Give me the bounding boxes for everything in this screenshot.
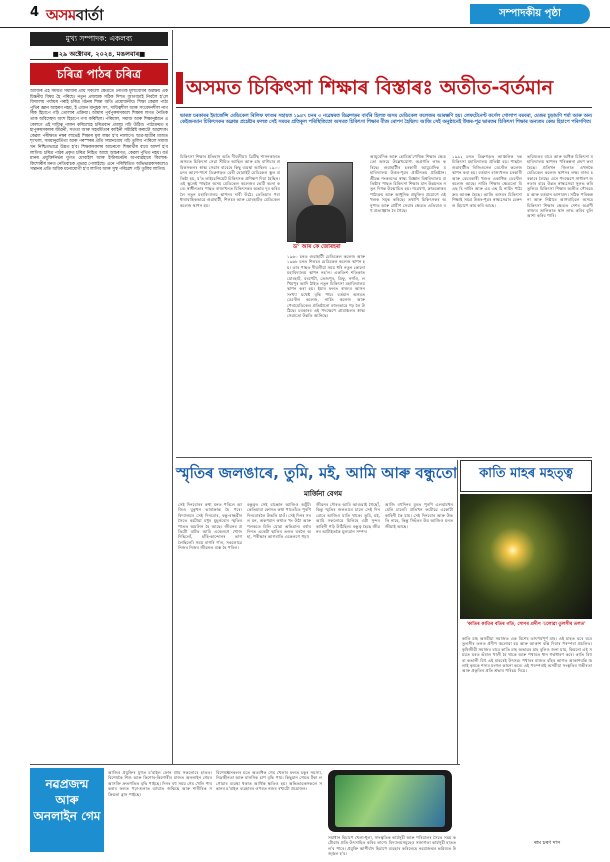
logo-text-dark: বাৰ্তা bbox=[75, 6, 104, 24]
section-tag: সম্পাদকীয় পৃষ্ঠা bbox=[470, 4, 590, 24]
main-body-col2: ১৯৬০ চনত গুৱাহাটী মেডিকেল কলেজ আৰু ১৯৬৮ চনত শিলচৰ মেডিকেল কলেজ স্থাপন হয়। তাৰ পাছত দীঘলীয়া সময় ধৰি নতুন কোনো মহাবিদ্যালয় স্থাপন নহ'ল। একবিংশ শতিকাত যোৰহাট, বৰপেটা, তেজপুৰ, ডিফু, নগাঁও, লখিমপুৰ আদি ঠাইত নতুন চিকিৎসা মহাবিদ্যালয় স্থাপন কৰা হয়। ইয়াৰ ফলত ৰাজ্যৰ আসন সংখ্যা যথেষ্ট বৃদ্ধি পায়। বৰ্তমান অসমত ডেণ্টেল কলেজ, নাৰ্চিং কলেজ আৰু পেৰামেডিকেল প্ৰতিষ্ঠানো বহুলভাৱে গঢ় লৈ উঠিছে। চৰকাৰৰ এই পদক্ষেপে গ্ৰামাঞ্চলৰ স্বাস্থ্যসেৱাতো উন্নতি আনিছে। bbox=[287, 254, 365, 319]
kati-headline[interactable]: কাতি মাহৰ মহত্ত্ব bbox=[479, 466, 573, 481]
editor-label: মুখ্য সম্পাদক: একলব্য bbox=[30, 32, 168, 46]
logo-text-red: অসম bbox=[46, 6, 76, 24]
main-headline[interactable]: অসমত চিকিৎসা শিক্ষাৰ বিস্তাৰঃ অতীত-বৰ্তমান bbox=[186, 76, 554, 99]
issue-date: ■২৯ অক্টোবৰ, ২০২৪, মঙলবাৰ■ bbox=[30, 48, 168, 60]
main-intro: ভাৰত চৰকাৰৰ ইমাৰ্জেন্সি মেডিকেল ৰিলিফ ফাণ্ডৰ সহায়ত ১৯৪৭ চনৰ ৩ নৱেম্বৰত ডিব্ৰুগড়ৰ বাৰ্বৰি হিলত অসম মেডিকেল কলেজৰ আৰম্ভণি হয়। লেফটেনেণ্ট কৰ্ণেল গোলাপ বৰবৰা, মেজৰ চূড়ামণি শৰ্মা আৰু অন্য কেইজনমান চিকিৎসকৰ অক্লান্ত প্ৰচেষ্টাৰ ফলত সেই সময়ৰ প্ৰতিকূল পৰিস্থিতিতো অসমত চিকিৎসা শিক্ষাৰ বীজ ৰোপণ হৈছিল। আজি সেই অনুষ্ঠানেই উত্তৰ-পূৱ ভাৰতৰ চিকিৎসা শিক্ষাৰ অন্যতম কেন্দ্ৰ হিচাপে পৰিগণিত। bbox=[180, 113, 592, 126]
memory-author: মাৰ্জিনা বেগম bbox=[304, 489, 343, 498]
author-photo bbox=[287, 162, 353, 242]
game-body-col3: সমাধান হিচাপে খেলা-ধূলা, সাংস্কৃতিক কাৰ্যসূচী আৰু পৰিয়ালৰ সৈতে সময় কটোৱাৰ প্ৰতি উৎসাহিত কৰিব লাগে। বিদ্যালয়সমূহেও সজাগতা কাৰ্যসূচী হাতত ল'ব পাৰে। প্ৰযুক্তি আশীৰ্বাদ হিচাপে ব্যৱহাৰ কৰিলেহে নৱপ্ৰজন্মৰ ভৱিষ্যত উজ্জ্বল হ'ব। bbox=[328, 835, 456, 857]
kati-signature: ৰাম চৰণ দাস bbox=[534, 840, 561, 846]
editorial-title: চৰিত্ৰ পাঠৰ চৰিত্ৰ bbox=[30, 63, 168, 85]
editorial-body: আজিৰ এই সময়ত সমাজৰ প্ৰায় সকলো ক্ষেত্ৰতে নৈতিক মূল্যবোধৰ অৱক্ষয় এক চিন্তনীয় বিষয় হৈ পৰিছে। নতুন প্ৰজন্মক সঠিক দিশত আগবঢ়াই নিবলৈ হ'লে বিদ্যালয় পৰ্যায়ৰ পৰাই চৰিত্ৰ গঠনৰ শিক্ষা অতি প্ৰয়োজনীয়। শিক্ষা কেৱল পাঠ্যপুথিৰ জ্ঞান আহৰণ নহয়, ই এজন মানুহক সৎ, দায়িত্বশীল আৰু সংবেদনশীল নাগৰিক হিচাপে গঢ়ি তোলাৰ প্ৰক্ৰিয়া। আমাৰ পূৰ্বপুৰুষসকলে শিক্ষাৰ লগত নৈতিকতাক অবিচ্ছেদ্য অংশ হিচাপে গণ্য কৰিছিল। পৰিয়াল, সমাজ আৰু শিক্ষানুষ্ঠানে একেলগে এই দায়িত্ব পালন কৰিলেহে চৰিত্ৰবান প্ৰজন্ম গঢ়ি উঠিব। পাঠ্যক্ৰমত মহাপুৰুষসকলৰ জীৱনী, সততা আৰু সহমৰ্মিতাৰ কাহিনী সন্নিৱিষ্ট কৰাটো আৱশ্যক। কেৱল পৰীক্ষাত নম্বৰ লাভেই শিক্ষাৰ মূল লক্ষ্য হ'ব নালাগে। ছাত্ৰ-ছাত্ৰীৰ মাজত শৃংখলা, সময়ানুৱৰ্তিতা আৰু পৰস্পৰৰ প্ৰতি সন্মানবোধ গঢ়ি তুলিব পাৰিলে সমাজখন নিশ্চিতভাৱে উন্নত হ'ব। শিক্ষকসকলৰ আচৰণো শিক্ষাৰ্থীৰ বাবে আদৰ্শ হ'ব লাগিব। চৰিত্ৰ পাঠৰ প্ৰকৃত চৰিত্ৰ নিহিত আছে আচৰণত, কেৱল পুথিত নহয়। বৰ্তমানৰ প্ৰযুক্তিনিৰ্ভৰ যুগত মোবাইল আৰু ইণ্টাৰনেটৰ অপব্যৱহাৰে কিশোৰ-কিশোৰীৰ মনত নেতিবাচক প্ৰভাৱ পেলাইছে। এনে পৰিস্থিতিত অভিভাৱকসকলেও সন্তানৰ প্ৰতি অধিক মনোযোগী হ'ব লাগিব আৰু সুস্থ পৰিৱেশ গঢ়ি তুলিব লাগিব। bbox=[30, 89, 168, 173]
column-divider bbox=[172, 30, 173, 765]
kati-body: কাতি মাহ অসমীয়া সমাজত এক বিশেষ তাৎপৰ্যপূৰ্ণ মাহ। এই মাহত ঘৰে ঘৰে তুলসীৰ তলত প্ৰদীপ জ্বলোৱা হয় আৰু আকাশ বন্তি দিয়াৰ পৰম্পৰা প্ৰচলিত। কৃষিজীৱী সমাজৰ বাবে কাতি মাহ অভাৱৰ মাহ বুলিও জনা যায়, কিয়নো এই সময়ত ঘৰত ভঁৰাল খালী হৈ থাকে আৰু পথাৰত ধান গৰ্ভধাৰণ কৰে। কাতি বিহু বা কঙালী বিহু এই মাহৰেই উৎসৱ। পথাৰৰ মাজত বাঁহৰ আগত আকাশবন্তি জ্বলাই কৃষকে শস্যৰ মংগল কামনা কৰে। এই পৰম্পৰাই অসমীয়া সংস্কৃতিৰ গভীৰতা আৰু প্ৰকৃতিৰ প্ৰতি শ্ৰদ্ধাৰ পৰিচয় দিয়ে। bbox=[462, 636, 592, 674]
memory-body-col1: সেই দিনবোৰৰ কথা মনত পৰিলে আজিও বুকুখন ভাৰাক্ৰান্ত হৈ পৰে। বিদ্যালয়ৰ সেই দিনবোৰ, বন্ধু-বান্ধৱীৰ সৈতে কটোৱা মধুৰ মুহূৰ্তবোৰ স্মৃতিৰ পাতত অমলিন হৈ আছে। জীৱনৰ প্ৰতিটো বাটত আমি একেলগে খোজ দিছিলোঁ, হাঁহি-কান্দোনৰ ভাগ লৈছিলোঁ। সময় বাগৰি গ'ল, সকলোৱে নিজৰ নিজৰ জীৱনত ব্যস্ত হৈ পৰিল। bbox=[178, 502, 242, 551]
author-face bbox=[308, 175, 334, 207]
main-body-col5: ভৱিষ্যতৰ বাবে আৰু অধিক চিকিৎসা মহাবিদ্যালয় স্থাপনৰ পৰিকল্পনা গ্ৰহণ কৰা হৈছে। প্ৰতিখন জিলাত এখনকৈ মেডিকেল কলেজ স্থাপনৰ লক্ষ্য ৰাজ্য চৰকাৰে লৈছে। এনে পদক্ষেপে সাধাৰণ জনতাৰ বাবে উন্নত স্বাস্থ্যসেৱা সুলভ কৰি তুলিব। চিকিৎসা শিক্ষাৰ অতীত গৌৰৱময় আৰু বৰ্তমান আশাপ্ৰদ। সঠিক পৰিকল্পনা আৰু নিষ্ঠাৰে আগবাঢ়িলে অসমে চিকিৎসা শিক্ষাৰ ক্ষেত্ৰত দেশৰ অগ্ৰণী ৰাজ্যৰ তালিকাত স্থান লাভ কৰিব বুলি আশা কৰিব পাৰি। bbox=[527, 154, 593, 219]
phone-image bbox=[328, 770, 452, 832]
section-divider bbox=[176, 457, 592, 458]
section-divider bbox=[30, 764, 460, 765]
memory-body-col3: জীৱনৰ দৌৰত আমি আগুৱাই গৈছোঁ, কিন্তু স্মৃতিৰ জলঙাৰে চালে সেই দিনবোৰে আজিও মাতি থাকে। তুমি, মই, আমি সকলোৱে মিলিহে এটা সুন্দৰ কাহিনী গঢ়ি উঠিছিল। বন্ধুত্ব হৈছে জীৱনৰ আটাইতকৈ মূল্যৱান সম্পদ। bbox=[316, 502, 380, 535]
main-author: ড° আৰ কে জোৰহৰা bbox=[293, 244, 341, 250]
game-screen bbox=[335, 775, 445, 827]
main-body-col1: চিকিৎসা শিক্ষাৰ ইতিহাস অতি দীঘলীয়া। ব্ৰিটিছ শাসনকালত অসমত চিকিৎসা সেৱা সীমিত আছিল আৰু চাহ বাগিচাৰ শ্ৰমিকসকলৰ স্বাস্থ্য সেৱাৰ বাবেহে কিছু ব্যৱস্থা আছিল। ১৯০০ চনৰ আশে-পাশে ডিব্ৰুগড়ত বেৰী হোৱাইট মেডিকেল স্কুল প্ৰতিষ্ঠা হয়, য'ত লাইচেন্সিয়েট চিকিৎসক প্ৰশিক্ষণ দিয়া হৈছিল। এই স্কুলেই পাছলৈ অসম মেডিকেল কলেজৰ ভেটি ৰচনা কৰে। স্বাধীনতাৰ পাছত ৰাজ্যখনত চিকিৎসকৰ অভাৱ দূৰ কৰিবলৈ নতুন মহাবিদ্যালয় স্থাপনৰ দাবী উঠে। তেতিয়াৰ পৰা ধাৰাবাহিকভাৱে গুৱাহাটী, শিলচৰ আৰু যোৰহাটত মেডিকেল কলেজ স্থাপন হয়। bbox=[180, 154, 280, 208]
author-suit bbox=[296, 205, 346, 243]
memory-headline[interactable]: স্মৃতিৰ জলঙাৰে, তুমি, মই, আমি আৰু বন্ধুতো bbox=[176, 464, 458, 482]
kati-caption: 'কাতিৰ কাতিৰ বতিৰ গতি, সোণৰ প্ৰদীপ জ্বলোৱা তুলসীৰ তলত' bbox=[466, 622, 586, 627]
newspaper-logo[interactable] bbox=[46, 4, 103, 29]
memory-body-col2: বন্ধুত্বৰ সেই বান্ধোন আজিও অটুট। কেতিয়াবা ফোনত কথা পাতোঁতে পুৰণি দিনবোৰলৈ উভতি যাওঁ। সেই দিনৰ সৰল মন, অকণমান কথাত খং উঠা আৰু পলকতে মিলি যোৱা অভিমান। বৰ্ষাৰ দিনত একেটা ছাতিৰ তলত ঘৰলৈ অহা, পৰীক্ষাৰ আগৰাতি একেলগে পঢ়া। bbox=[247, 502, 311, 540]
game-body-col2: বিশেষজ্ঞসকলৰ মতে অত্যধিক গেম খেলাৰ ফলত চকুৰ সমস্যা, নিদ্ৰাহীনতা আৰু মানসিক চাপ বৃদ্ধি পায়। কিছুমান গেমত টকা লগোৱাৰ ব্যৱস্থা থকাত আৰ্থিক ক্ষতিও হয়। অভিভাৱকসকলে সন্তানৰ ম'বাইল ব্যৱহাৰৰ ওপৰত নজৰ ৰখাটো প্ৰয়োজন। bbox=[216, 770, 322, 792]
page-number: 4 bbox=[30, 5, 40, 20]
game-body-col1: আজিৰ প্ৰযুক্তিৰ যুগত ম'বাইল ফোন প্ৰায় সকলোৰে হাতত। বিশেষকৈ শিশু আৰু কিশোৰ-কিশোৰীৰ মাজত অনলাইন গেমৰ আসক্তি দ্ৰুতগতিত বৃদ্ধি পাইছে। দিনৰ বহু সময় গেম খেলি পাৰ কৰাৰ ফলত পঢ়া-শুনাত ব্যাঘাত জন্মিছে আৰু শাৰীৰিক সক্ৰিয়তা হ্ৰাস পাইছে। bbox=[108, 770, 212, 797]
main-body-col4: ১৯৯২ চনত ডিব্ৰুগড়ত আঞ্চলিক দন্ত চিকিৎসা মহাবিদ্যালয় প্ৰতিষ্ঠা হয়। পাছলৈ গুৱাহাটীত ৰিজিওনেল ডেণ্টেল কলেজ স্থাপন কৰা হয়। বৰ্তমান ৰাজ্যখনত চৰকাৰী আৰু বেচৰকাৰী খণ্ডত একাধিক ডেণ্টেল কলেজ আছে। নাৰ্চিং শিক্ষাৰ ক্ষেত্ৰতো বি এছ চি নাৰ্চিং আৰু এম এছ চি নাৰ্চিং পাঠ্যক্ৰম আৰম্ভ হৈছে। আজি অসমৰ চিকিৎসা শিক্ষাই সমগ্ৰ উত্তৰ-পূৱৰ স্বাস্থ্যসেৱাৰ মেৰুদণ্ড হিচাপে কাম কৰি আছে। bbox=[452, 154, 522, 208]
lamp-photo bbox=[460, 494, 592, 619]
masthead bbox=[0, 0, 610, 28]
main-body-col3: আয়ুৰ্বেদিক আৰু হোমিঅ'পেথিক শিক্ষাৰ ক্ষেত্ৰতো অসমে উল্লেখযোগ্য অগ্ৰগতি লাভ কৰিছে। গুৱাহাটীৰ চৰকাৰী আয়ুৰ্বেদিক মহাবিদ্যালয় উত্তৰ-পূৱৰ প্ৰাচীনতম প্ৰতিষ্ঠান। শ্ৰীমন্ত শংকৰদেৱ স্বাস্থ্য বিজ্ঞান বিশ্ববিদ্যালয় প্ৰতিষ্ঠাৰ পাছত চিকিৎসা শিক্ষাৰ মান উন্নয়নত নতুন দিগন্ত উন্মোচিত হয়। গৱেষণা, স্নাতকোত্তৰ পাঠ্যক্ৰম আৰু আধুনিক প্ৰযুক্তিৰ প্ৰয়োগে এই খণ্ডক সমৃদ্ধ কৰিছে। তথাপি চিকিৎসকৰ অনুপাত আৰু গ্ৰামীণ সেৱাৰ ক্ষেত্ৰত এতিয়াও বহু প্ৰত্যাহ্বান ৰৈ গৈছে। bbox=[370, 154, 446, 214]
memory-body-col4: আজি বহুদিনৰ মূৰত পুৰণি এলবামখন মেলি চালোঁ। প্ৰতিখন ফটোৱে একোটা কাহিনী কৈ যায়। সেই দিনবোৰ আৰু উভতি নাহে, কিন্তু সিহঁতৰ উম আজিও মনত জীয়াই আছে। bbox=[385, 502, 453, 529]
column-divider bbox=[457, 460, 458, 765]
game-headline[interactable]: নৱপ্ৰজন্ম আৰু অনলাইন গেম bbox=[33, 777, 101, 823]
